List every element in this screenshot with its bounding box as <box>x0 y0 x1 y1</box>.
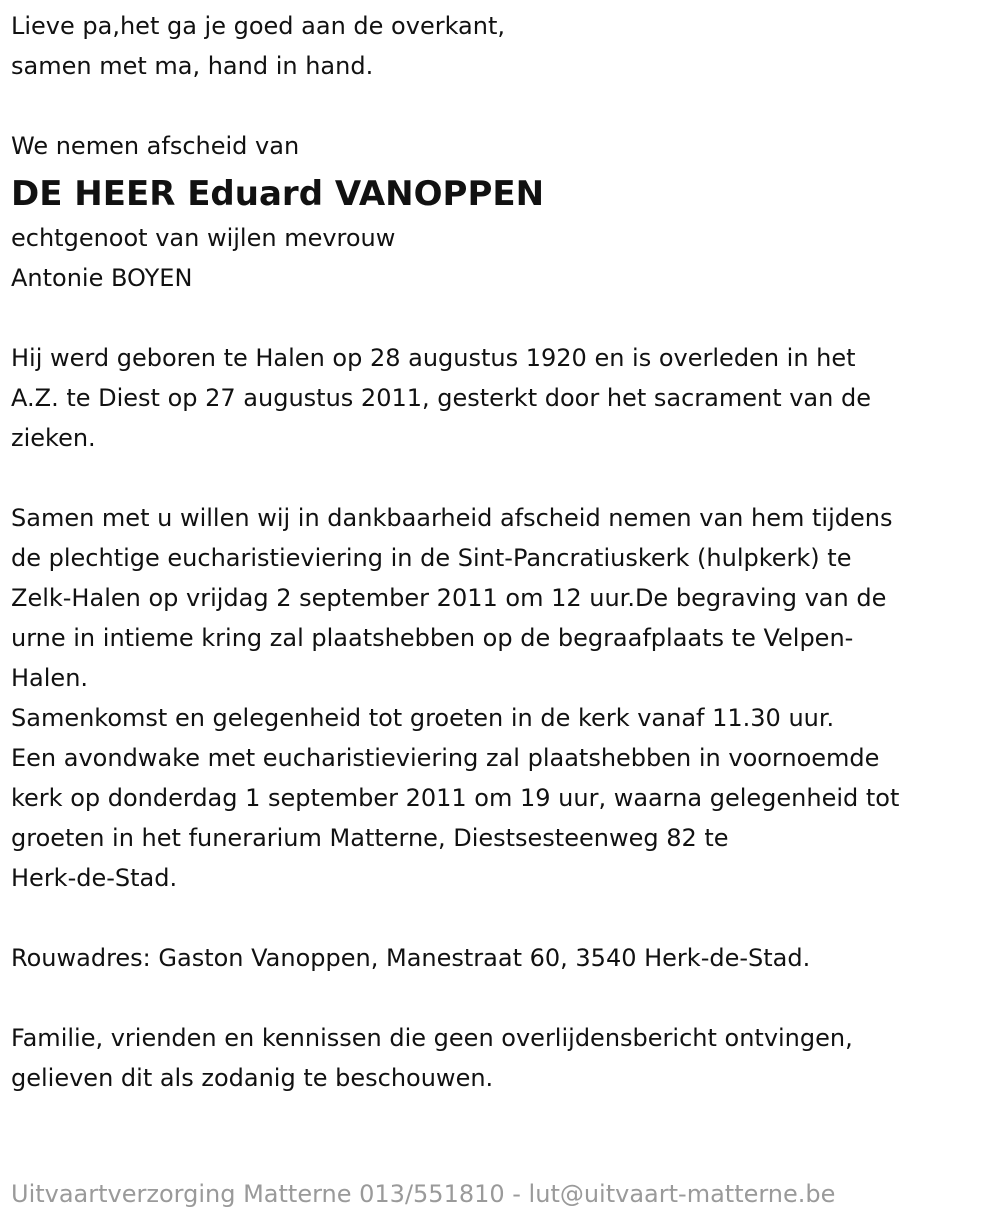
ceremony-line: Zelk-Halen op vrijdag 2 september 2011 om 12 uur.De begraving van de <box>11 584 887 612</box>
spacer <box>11 898 991 938</box>
obituary-document <box>11 6 991 1098</box>
ceremony-line: Samenkomst en gelegenheid tot groeten in de kerk vanaf 11.30 uur. <box>11 704 835 732</box>
spacer <box>11 978 991 1018</box>
spouse-line: Antonie BOYEN <box>11 264 193 292</box>
ceremony-line: Halen. <box>11 664 89 692</box>
deceased-name: DE HEER Eduard VANOPPEN <box>11 174 545 214</box>
ceremony-line: Samen met u willen wij in dankbaarheid afscheid nemen van hem tijdens <box>11 504 893 532</box>
poem-line: samen met ma, hand in hand. <box>11 52 374 80</box>
intro-text: We nemen afscheid van <box>11 132 300 160</box>
ceremony-line: groeten in het funerarium Matterne, Diestsesteenweg 82 te <box>11 824 729 852</box>
spouse-line: echtgenoot van wijlen mevrouw <box>11 224 396 252</box>
ceremony-line: de plechtige eucharistieviering in de Sint-Pancratiuskerk (hulpkerk) te <box>11 544 852 572</box>
birth-death-line: Hij werd geboren te Halen op 28 augustus 1920 en is overleden in het <box>11 344 856 372</box>
ceremony-line: kerk op donderdag 1 september 2011 om 19 uur, waarna gelegenheid tot <box>11 784 900 812</box>
spacer <box>11 298 991 338</box>
notice-line: gelieven dit als zodanig te beschouwen. <box>11 1064 494 1092</box>
poem-line: Lieve pa,het ga je goed aan de overkant, <box>11 12 506 40</box>
funeral-home-footer: Uitvaartverzorging Matterne 013/551810 - lut@uitvaart-matterne.be <box>11 1180 836 1208</box>
notice-line: Familie, vrienden en kennissen die geen overlijdensbericht ontvingen, <box>11 1024 853 1052</box>
ceremony-line: Een avondwake met eucharistieviering zal plaatshebben in voornoemde <box>11 744 880 772</box>
spacer <box>11 458 991 498</box>
birth-death-line: zieken. <box>11 424 96 452</box>
ceremony-line: urne in intieme kring zal plaatshebben op de begraafplaats te Velpen- <box>11 624 854 652</box>
ceremony-line: Herk-de-Stad. <box>11 864 178 892</box>
mourning-address: Rouwadres: Gaston Vanoppen, Manestraat 60, 3540 Herk-de-Stad. <box>11 944 811 972</box>
spacer <box>11 86 991 126</box>
birth-death-line: A.Z. te Diest op 27 augustus 2011, gesterkt door het sacrament van de <box>11 384 871 412</box>
